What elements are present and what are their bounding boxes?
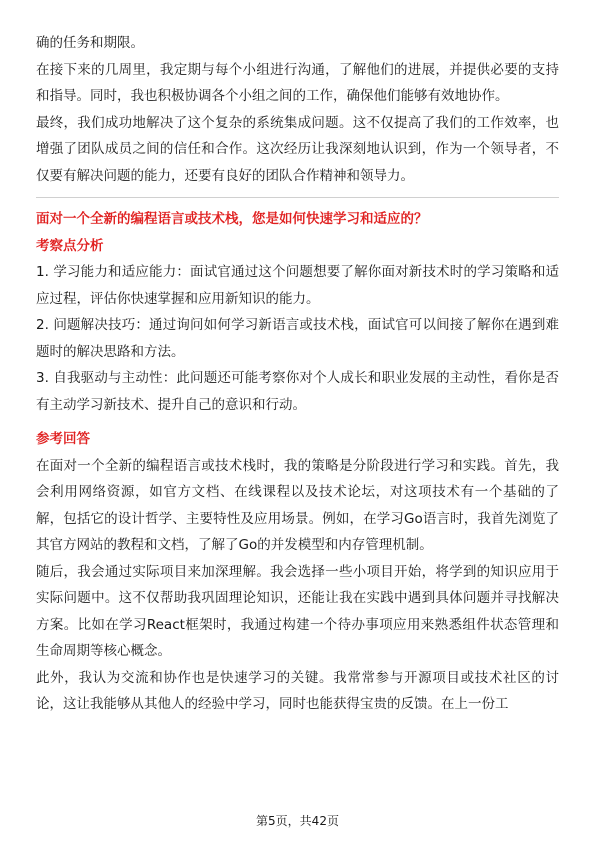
analysis-item: 1. 学习能力和适应能力：面试官通过这个问题想要了解你面对新技术时的学习策略和适应过程，评估你快速掌握和应用新知识的能力。 (36, 264, 559, 307)
analysis-heading: 考察点分析 (36, 237, 104, 254)
analysis-section (36, 233, 559, 419)
section-divider (36, 197, 559, 198)
answer-section (36, 426, 559, 718)
page-number: 第5页，共42页 (256, 814, 339, 828)
document-page (36, 30, 559, 718)
intro-paragraph: 确的任务和期限。 (36, 35, 144, 51)
answer-paragraph: 在面对一个全新的编程语言或技术栈时，我的策略是分阶段进行学习和实践。首先，我会利用网络资源，如官方文档、在线课程以及技术论坛，对这项技术有一个基础的了解，包括它的设计哲学、主要特性及应用场景。例如，在学习Go语言时，我首先浏览了其官方网站的教程和文档，了解了Go的并发模型和内存管理机制。 (36, 457, 559, 553)
intro-paragraph: 最终，我们成功地解决了这个复杂的系统集成问题。这不仅提高了我们的工作效率，也增强了团队成员之间的信任和合作。这次经历让我深刻地认识到，作为一个领导者，不仅要有解决问题的能力，还要有良好的团队合作精神和领导力。 (36, 114, 559, 184)
intro-section (36, 30, 559, 189)
interview-question: 面对一个全新的编程语言或技术栈，您是如何快速学习和适应的？ (36, 211, 428, 227)
intro-paragraph: 在接下来的几周里，我定期与每个小组进行沟通，了解他们的进展，并提供必要的支持和指导。同时，我也积极协调各个小组之间的工作，确保他们能够有效地协作。 (36, 61, 559, 104)
analysis-item: 2. 问题解决技巧：通过询问如何学习新语言或技术栈，面试官可以间接了解你在遇到难题时的解决思路和方法。 (36, 317, 559, 360)
analysis-item: 3. 自我驱动与主动性：此问题还可能考察你对个人成长和职业发展的主动性，看你是否有主动学习新技术、提升自己的意识和行动。 (36, 370, 559, 413)
answer-heading: 参考回答 (36, 431, 90, 447)
answer-paragraph: 此外，我认为交流和协作也是快速学习的关键。我常常参与开源项目或技术社区的讨论，这让我能够从其他人的经验中学习，同时也能获得宝贵的反馈。在上一份工 (36, 669, 559, 712)
answer-paragraph: 随后，我会通过实际项目来加深理解。我会选择一些小项目开始，将学到的知识应用于实际问题中。这不仅帮助我巩固理论知识，还能让我在实践中遇到具体问题并寻找解决方案。比如在学习React框架时，我通过构建一个待办事项应用来熟悉组件状态管理和生命周期等核心概念。 (36, 563, 559, 659)
